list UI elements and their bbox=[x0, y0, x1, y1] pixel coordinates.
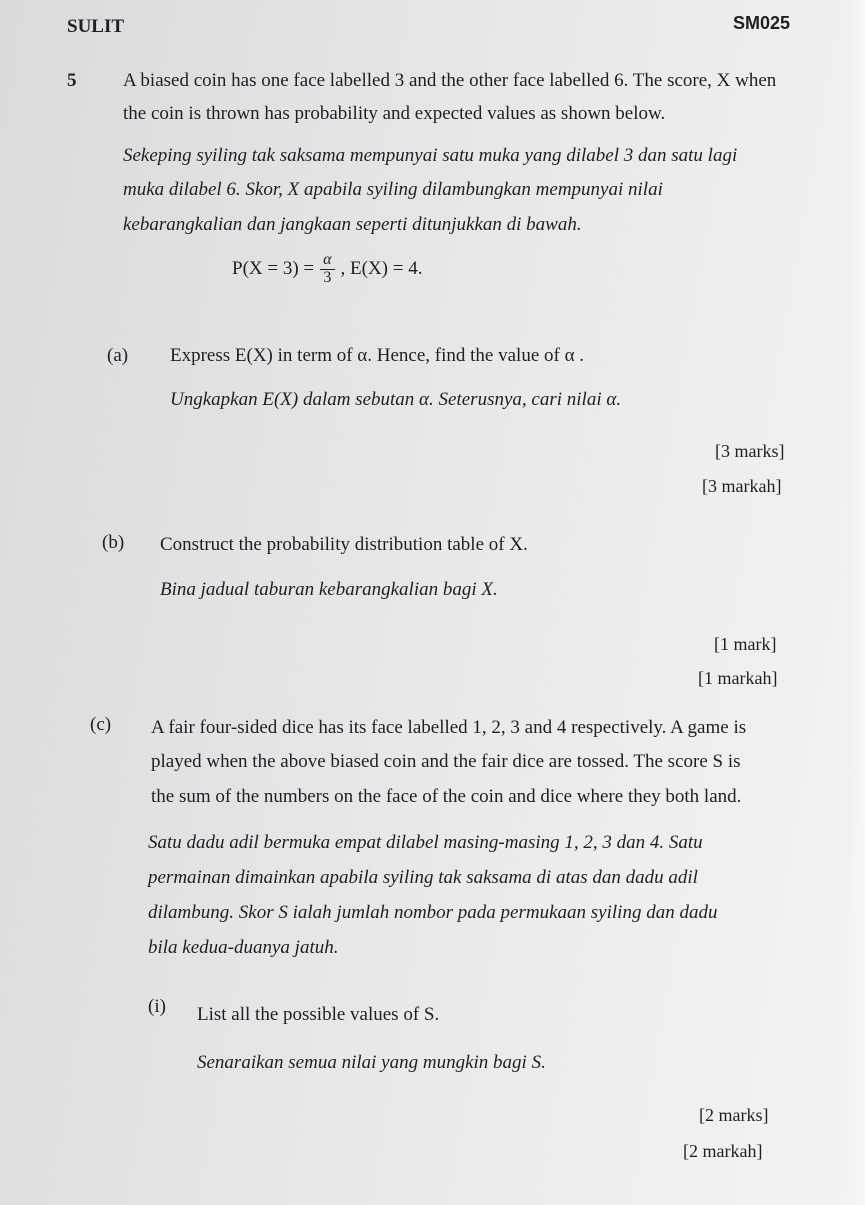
part-a-ms: Ungkapkan E(X) dalam sebutan α. Seterusnya, cari nilai α. bbox=[170, 389, 622, 410]
intro-en-line-1: A biased coin has one face labelled 3 and the other face labelled 6. The score, X when bbox=[123, 70, 777, 91]
formula-expectation: , E(X) = 4. bbox=[340, 258, 423, 280]
part-c-en-line-3: the sum of the numbers on the face of the coin and dice where they both land. bbox=[151, 786, 742, 807]
part-c-ms-line-3: dilambung. Skor S ialah jumlah nombor pada permukaan syiling dan dadu bbox=[148, 902, 718, 923]
part-b-en: Construct the probability distribution table of X. bbox=[160, 534, 528, 555]
part-b-marks-ms: [1 markah] bbox=[698, 668, 778, 688]
fraction-denominator: 3 bbox=[323, 268, 332, 286]
part-c-i-label: (i) bbox=[148, 996, 166, 1017]
part-c-i-en: List all the possible values of S. bbox=[197, 1004, 440, 1025]
alpha-over-three-fraction bbox=[320, 252, 334, 287]
part-c-ms-line-4: bila kedua-duanya jatuh. bbox=[148, 937, 339, 958]
part-b-marks-en: [1 mark] bbox=[714, 634, 777, 654]
part-c-en-line-2: played when the above biased coin and the fair dice are tossed. The score S is bbox=[151, 751, 741, 772]
part-a-marks-ms: [3 markah] bbox=[702, 476, 782, 496]
part-c-ms-line-1: Satu dadu adil bermuka empat dilabel masing-masing 1, 2, 3 dan 4. Satu bbox=[148, 832, 703, 853]
formula-p-lhs: P(X = 3) = bbox=[232, 258, 315, 280]
fraction-numerator: α bbox=[320, 252, 334, 270]
part-a-marks-en: [3 marks] bbox=[715, 441, 785, 461]
part-c-i-marks-en: [2 marks] bbox=[699, 1105, 769, 1125]
page-edge-highlight bbox=[847, 0, 865, 1205]
part-c-label: (c) bbox=[90, 714, 112, 735]
part-c-en-line-1: A fair four-sided dice has its face labelled 1, 2, 3 and 4 respectively. A game is bbox=[151, 717, 747, 738]
part-c-i-ms: Senaraikan semua nilai yang mungkin bagi S. bbox=[197, 1052, 546, 1073]
part-c-ms-line-2: permainan dimainkan apabila syiling tak saksama di atas dan dadu adil bbox=[148, 867, 698, 888]
intro-ms-line-2: muka dilabel 6. Skor, X apabila syiling dilambungkan mempunyai nilai bbox=[123, 179, 663, 200]
probability-formula bbox=[232, 252, 422, 287]
part-b-label: (b) bbox=[102, 532, 125, 553]
intro-ms-line-3: kebarangkalian dan jangkaan seperti ditunjukkan di bawah. bbox=[123, 214, 582, 235]
header-code: SM025 bbox=[733, 13, 791, 33]
part-c-i-marks-ms: [2 markah] bbox=[683, 1141, 763, 1161]
intro-ms-line-1: Sekeping syiling tak saksama mempunyai satu muka yang dilabel 3 dan satu lagi bbox=[123, 145, 738, 166]
intro-en-line-2: the coin is thrown has probability and expected values as shown below. bbox=[123, 103, 666, 124]
part-a-label: (a) bbox=[107, 345, 129, 366]
question-number: 5 bbox=[67, 70, 77, 91]
part-b-ms: Bina jadual taburan kebarangkalian bagi X. bbox=[160, 579, 498, 600]
header-sulit: SULIT bbox=[67, 16, 125, 37]
part-a-en: Express E(X) in term of α. Hence, find the value of α . bbox=[170, 345, 585, 366]
